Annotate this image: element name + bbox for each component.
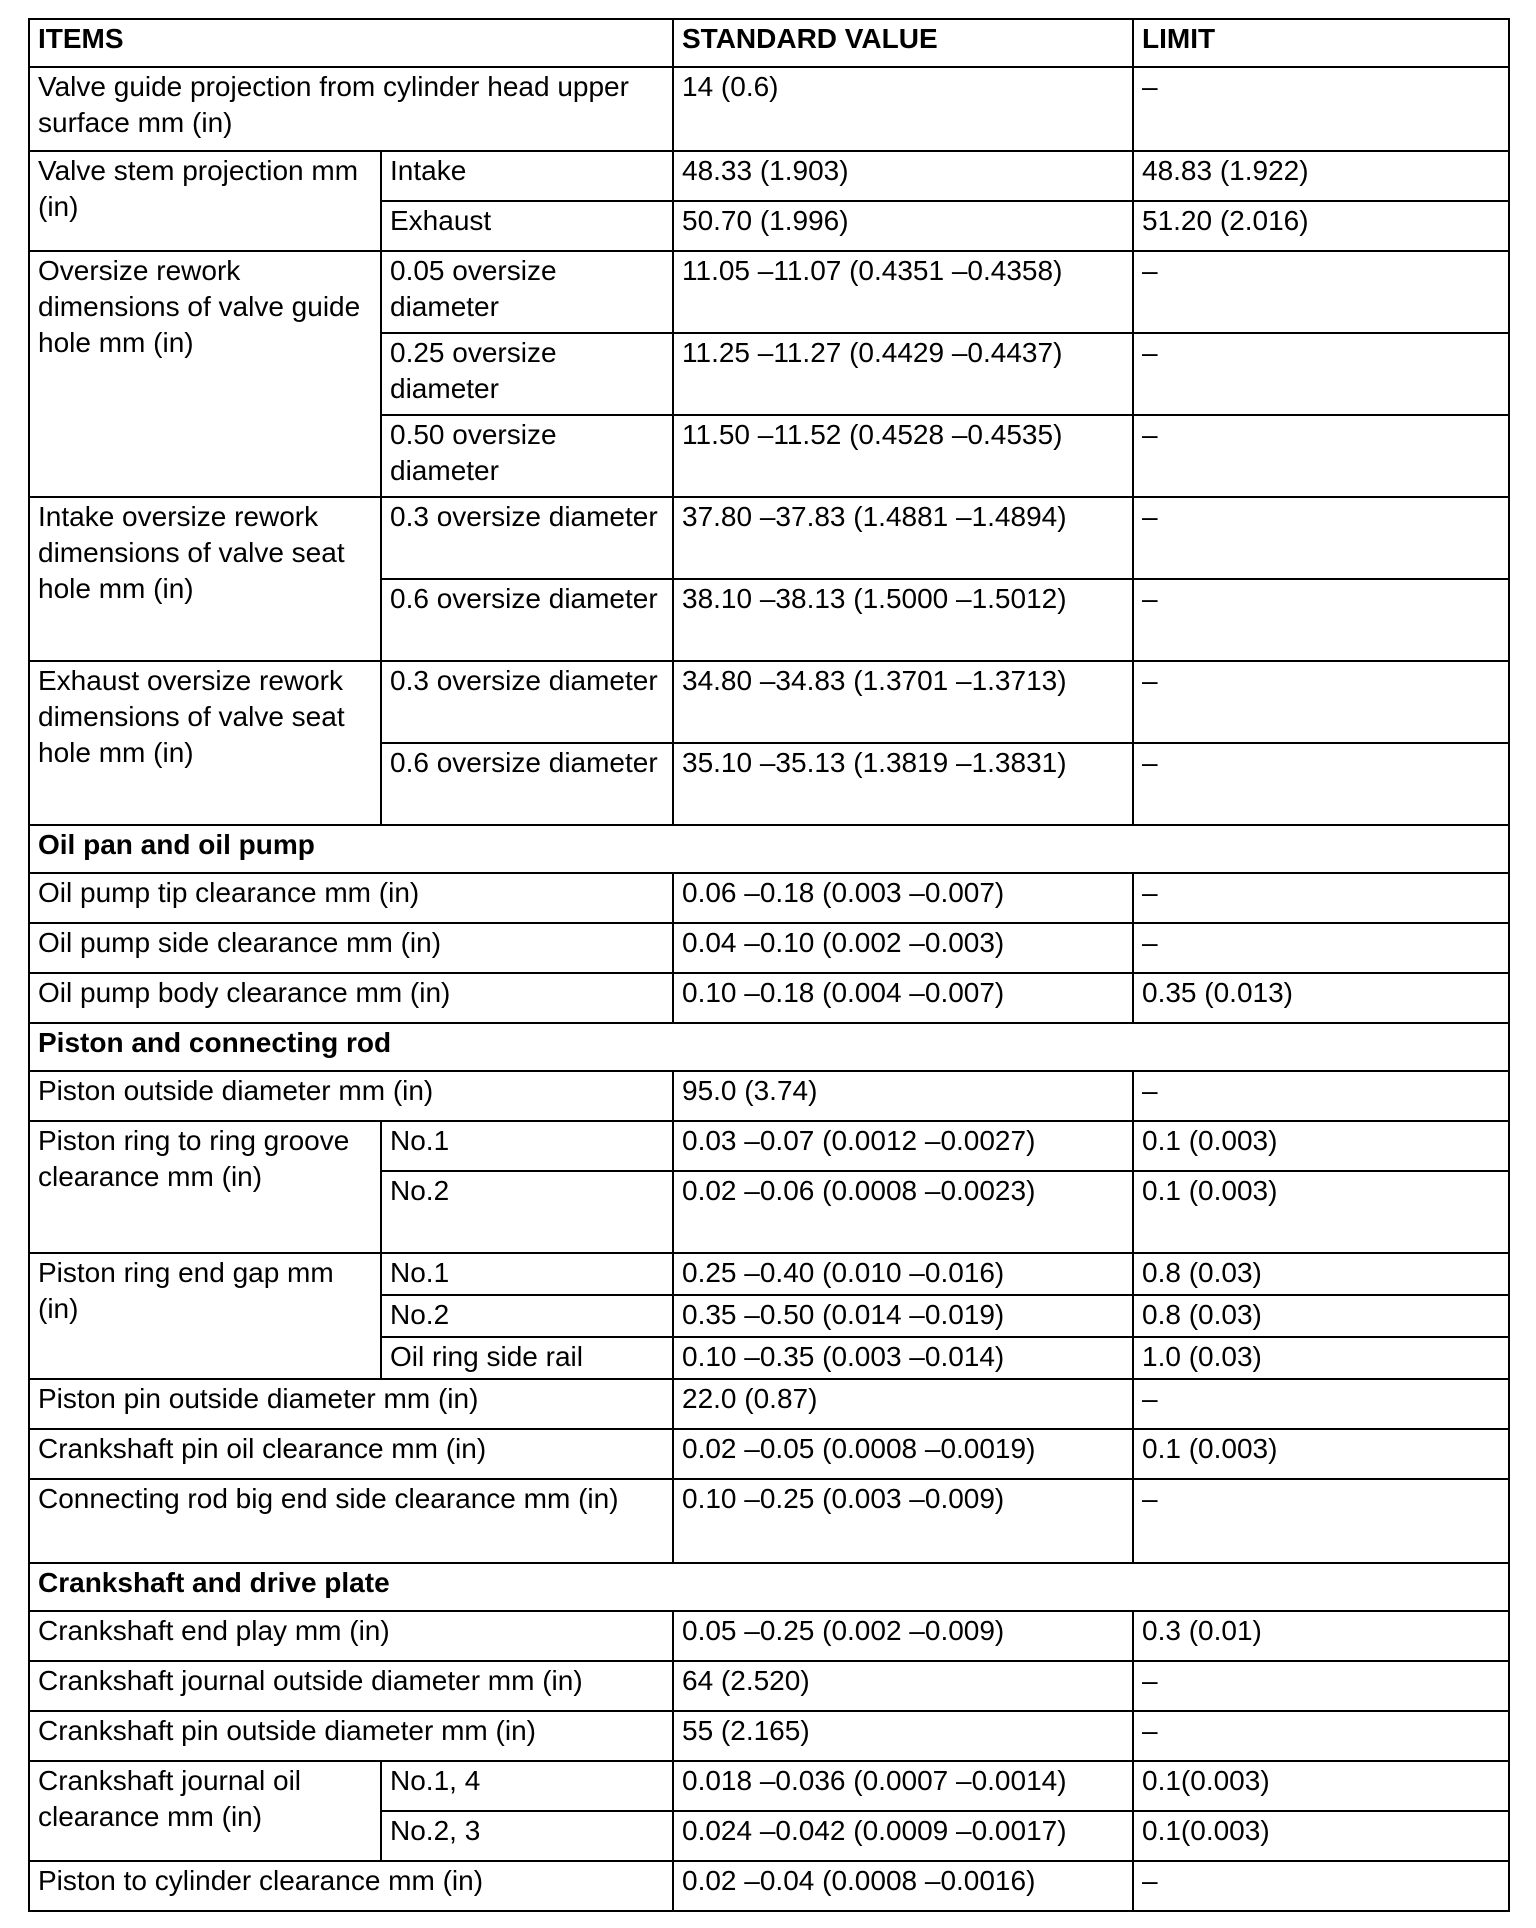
item-cell: Piston outside diameter mm (in) — [29, 1071, 673, 1121]
table-row — [29, 1761, 1509, 1811]
header-limit: LIMIT — [1133, 19, 1509, 67]
table-row — [29, 1121, 1509, 1171]
limit-cell: 0.1(0.003) — [1133, 1811, 1509, 1861]
standard-cell: 11.50 –11.52 (0.4528 –0.4535) — [673, 415, 1133, 497]
standard-cell: 0.04 –0.10 (0.002 –0.003) — [673, 923, 1133, 973]
limit-cell: 48.83 (1.922) — [1133, 151, 1509, 201]
item-cell: Crankshaft journal outside diameter mm (in) — [29, 1661, 673, 1711]
item-cell: Piston ring end gap mm (in) — [29, 1253, 381, 1379]
section-row — [29, 1563, 1509, 1611]
limit-cell: – — [1133, 579, 1509, 661]
sub-item-cell: 0.50 oversize diameter — [381, 415, 673, 497]
sub-item-cell: 0.3 oversize diameter — [381, 661, 673, 743]
item-cell: Oil pump body clearance mm (in) — [29, 973, 673, 1023]
item-cell: Oil pump side clearance mm (in) — [29, 923, 673, 973]
limit-cell: 0.35 (0.013) — [1133, 973, 1509, 1023]
limit-cell: – — [1133, 1071, 1509, 1121]
table-row — [29, 67, 1509, 151]
header-standard-value: STANDARD VALUE — [673, 19, 1133, 67]
table-row — [29, 661, 1509, 743]
item-cell: Crankshaft pin oil clearance mm (in) — [29, 1429, 673, 1479]
table-row — [29, 1429, 1509, 1479]
sub-item-cell: 0.3 oversize diameter — [381, 497, 673, 579]
item-cell: Piston to cylinder clearance mm (in) — [29, 1861, 673, 1911]
sub-item-cell: 0.6 oversize diameter — [381, 743, 673, 825]
limit-cell: – — [1133, 1661, 1509, 1711]
limit-cell: – — [1133, 873, 1509, 923]
standard-cell: 55 (2.165) — [673, 1711, 1133, 1761]
standard-cell: 0.25 –0.40 (0.010 –0.016) — [673, 1253, 1133, 1295]
sub-item-cell: Intake — [381, 151, 673, 201]
sub-item-cell: Oil ring side rail — [381, 1337, 673, 1379]
standard-cell: 0.05 –0.25 (0.002 –0.009) — [673, 1611, 1133, 1661]
sub-item-cell: Exhaust — [381, 201, 673, 251]
standard-cell: 0.10 –0.25 (0.003 –0.009) — [673, 1479, 1133, 1563]
limit-cell: 51.20 (2.016) — [1133, 201, 1509, 251]
limit-cell: – — [1133, 743, 1509, 825]
sub-item-cell: No.2 — [381, 1295, 673, 1337]
section-title: Oil pan and oil pump — [29, 825, 1509, 873]
standard-cell: 0.06 –0.18 (0.003 –0.007) — [673, 873, 1133, 923]
limit-cell: – — [1133, 1379, 1509, 1429]
section-row — [29, 1023, 1509, 1071]
table-row — [29, 1253, 1509, 1295]
standard-cell: 0.10 –0.18 (0.004 –0.007) — [673, 973, 1133, 1023]
sub-item-cell: No.2, 3 — [381, 1811, 673, 1861]
standard-cell: 35.10 –35.13 (1.3819 –1.3831) — [673, 743, 1133, 825]
table-row — [29, 923, 1509, 973]
section-title: Piston and connecting rod — [29, 1023, 1509, 1071]
section-row — [29, 825, 1509, 873]
table-row — [29, 1711, 1509, 1761]
item-cell: Valve guide projection from cylinder head upper surface mm (in) — [29, 67, 673, 151]
standard-cell: 0.10 –0.35 (0.003 –0.014) — [673, 1337, 1133, 1379]
item-cell: Intake oversize rework dimensions of valve seat hole mm (in) — [29, 497, 381, 661]
item-cell: Piston ring to ring groove clearance mm (in) — [29, 1121, 381, 1253]
standard-cell: 11.05 –11.07 (0.4351 –0.4358) — [673, 251, 1133, 333]
limit-cell: – — [1133, 415, 1509, 497]
limit-cell: 0.1 (0.003) — [1133, 1429, 1509, 1479]
sub-item-cell: No.1 — [381, 1121, 673, 1171]
standard-cell: 0.03 –0.07 (0.0012 –0.0027) — [673, 1121, 1133, 1171]
limit-cell: 0.1 (0.003) — [1133, 1171, 1509, 1253]
table-row — [29, 1379, 1509, 1429]
limit-cell: – — [1133, 661, 1509, 743]
table-row — [29, 873, 1509, 923]
standard-cell: 0.024 –0.042 (0.0009 –0.0017) — [673, 1811, 1133, 1861]
sub-item-cell: No.1 — [381, 1253, 673, 1295]
standard-cell: 50.70 (1.996) — [673, 201, 1133, 251]
item-cell: Connecting rod big end side clearance mm (in) — [29, 1479, 673, 1563]
limit-cell: 0.1(0.003) — [1133, 1761, 1509, 1811]
limit-cell: 0.1 (0.003) — [1133, 1121, 1509, 1171]
item-cell: Valve stem projection mm (in) — [29, 151, 381, 251]
standard-cell: 0.02 –0.05 (0.0008 –0.0019) — [673, 1429, 1133, 1479]
item-cell: Piston pin outside diameter mm (in) — [29, 1379, 673, 1429]
table-row — [29, 497, 1509, 579]
limit-cell: – — [1133, 1711, 1509, 1761]
standard-cell: 0.02 –0.06 (0.0008 –0.0023) — [673, 1171, 1133, 1253]
table-row — [29, 973, 1509, 1023]
limit-cell: – — [1133, 1479, 1509, 1563]
limit-cell: – — [1133, 923, 1509, 973]
item-cell: Oil pump tip clearance mm (in) — [29, 873, 673, 923]
standard-cell: 37.80 –37.83 (1.4881 –1.4894) — [673, 497, 1133, 579]
sub-item-cell: 0.25 oversize diameter — [381, 333, 673, 415]
standard-cell: 22.0 (0.87) — [673, 1379, 1133, 1429]
table-row — [29, 1661, 1509, 1711]
table-row — [29, 1861, 1509, 1911]
standard-cell: 0.35 –0.50 (0.014 –0.019) — [673, 1295, 1133, 1337]
standard-cell: 0.018 –0.036 (0.0007 –0.0014) — [673, 1761, 1133, 1811]
sub-item-cell: No.1, 4 — [381, 1761, 673, 1811]
standard-cell: 38.10 –38.13 (1.5000 –1.5012) — [673, 579, 1133, 661]
standard-cell: 11.25 –11.27 (0.4429 –0.4437) — [673, 333, 1133, 415]
header-row — [29, 19, 1509, 67]
sub-item-cell: No.2 — [381, 1171, 673, 1253]
item-cell: Exhaust oversize rework dimensions of valve seat hole mm (in) — [29, 661, 381, 825]
item-cell: Crankshaft end play mm (in) — [29, 1611, 673, 1661]
limit-cell: 1.0 (0.03) — [1133, 1337, 1509, 1379]
sub-item-cell: 0.6 oversize diameter — [381, 579, 673, 661]
standard-cell: 64 (2.520) — [673, 1661, 1133, 1711]
item-cell: Crankshaft pin outside diameter mm (in) — [29, 1711, 673, 1761]
item-cell: Oversize rework dimensions of valve guide hole mm (in) — [29, 251, 381, 497]
standard-cell: 48.33 (1.903) — [673, 151, 1133, 201]
limit-cell: – — [1133, 1861, 1509, 1911]
header-items: ITEMS — [29, 19, 673, 67]
standard-cell: 0.02 –0.04 (0.0008 –0.0016) — [673, 1861, 1133, 1911]
table-row — [29, 151, 1509, 201]
limit-cell: – — [1133, 251, 1509, 333]
spec-table — [28, 18, 1510, 1912]
limit-cell: 0.8 (0.03) — [1133, 1253, 1509, 1295]
limit-cell: – — [1133, 67, 1509, 151]
limit-cell: – — [1133, 333, 1509, 415]
table-row — [29, 251, 1509, 333]
limit-cell: 0.3 (0.01) — [1133, 1611, 1509, 1661]
sub-item-cell: 0.05 oversize diameter — [381, 251, 673, 333]
standard-cell: 95.0 (3.74) — [673, 1071, 1133, 1121]
table-row — [29, 1071, 1509, 1121]
table-row — [29, 1479, 1509, 1563]
table-row — [29, 1611, 1509, 1661]
standard-cell: 14 (0.6) — [673, 67, 1133, 151]
limit-cell: 0.8 (0.03) — [1133, 1295, 1509, 1337]
standard-cell: 34.80 –34.83 (1.3701 –1.3713) — [673, 661, 1133, 743]
item-cell: Crankshaft journal oil clearance mm (in) — [29, 1761, 381, 1861]
section-title: Crankshaft and drive plate — [29, 1563, 1509, 1611]
limit-cell: – — [1133, 497, 1509, 579]
